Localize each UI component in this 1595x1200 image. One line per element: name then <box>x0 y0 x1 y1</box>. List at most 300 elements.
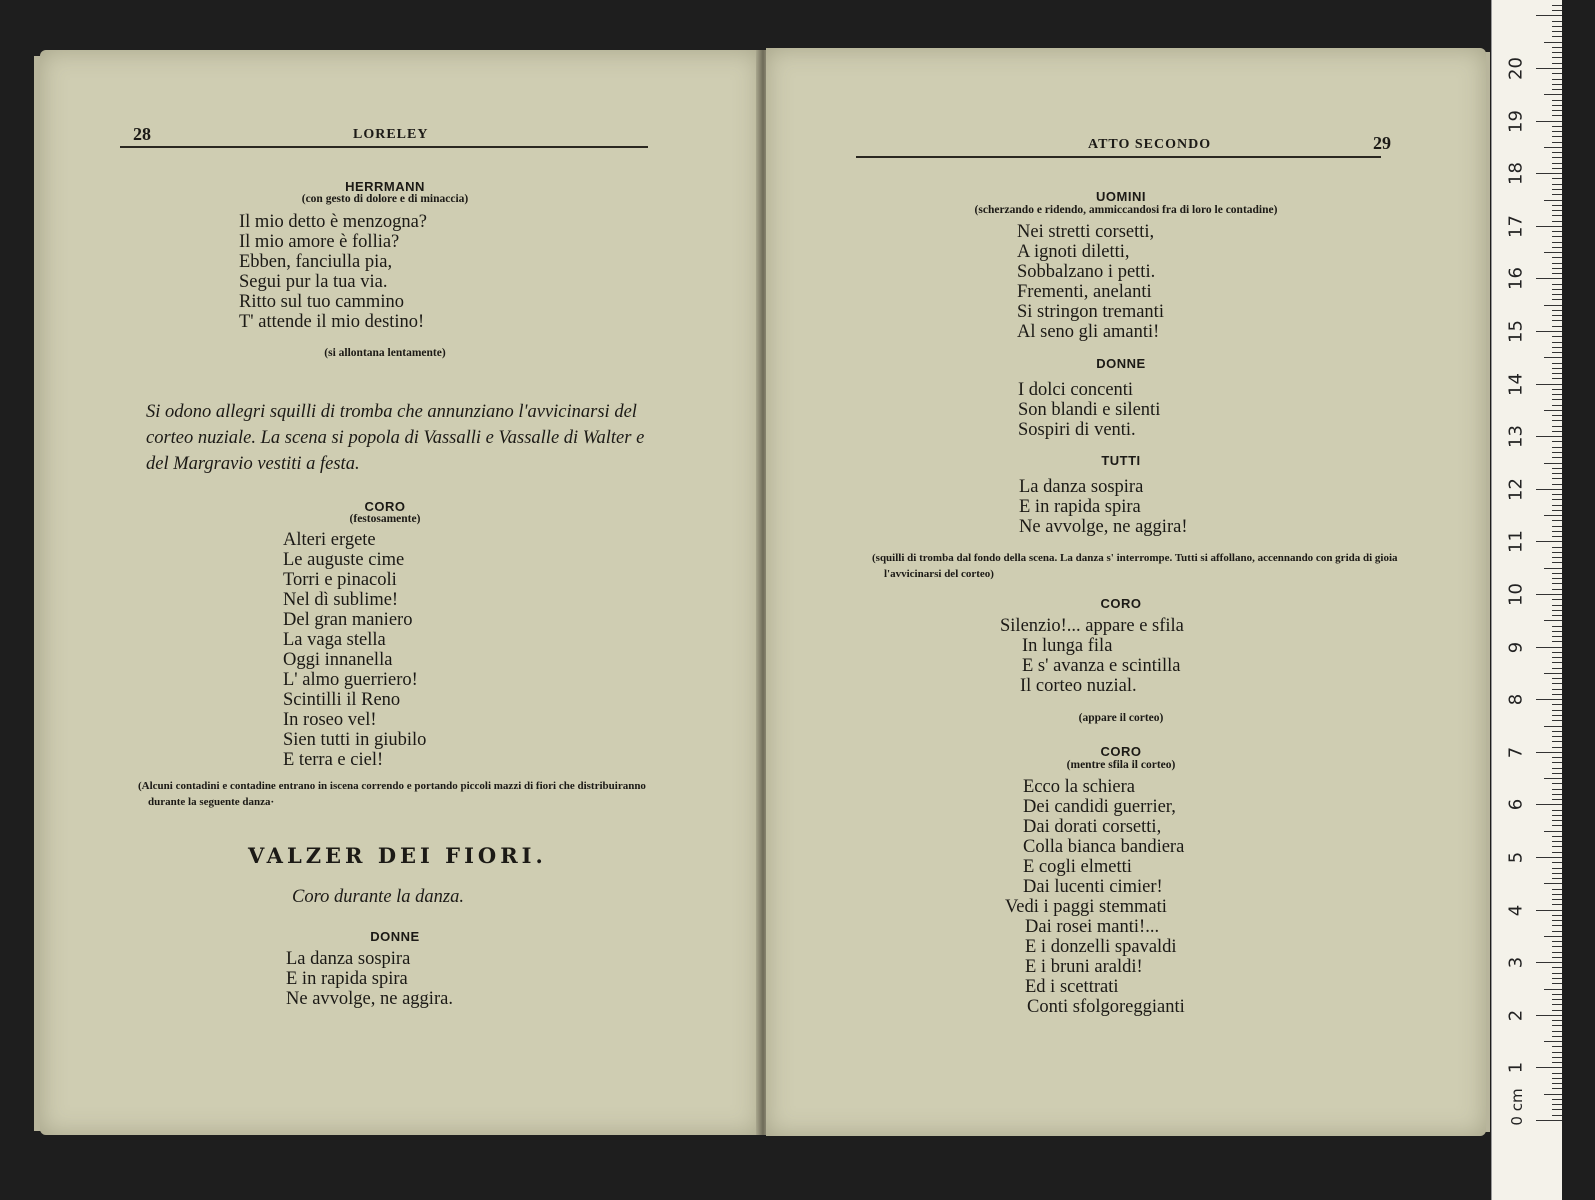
ruler-number: 18 <box>1505 162 1527 186</box>
verse-line: Il corteo nuzial. <box>1020 676 1137 696</box>
ruler-tick <box>1552 215 1562 216</box>
ruler-tick <box>1552 694 1562 695</box>
verse-line: E s' avanza e scintilla <box>1022 656 1181 676</box>
ruler-tick <box>1544 42 1562 43</box>
ruler-tick <box>1552 310 1562 311</box>
speaker-tutti: TUTTI <box>1101 453 1141 468</box>
ruler-tick <box>1552 1052 1562 1053</box>
verse-line: Nei stretti corsetti, <box>1017 222 1155 242</box>
ruler-tick <box>1552 894 1562 895</box>
ruler-tick <box>1552 399 1562 400</box>
ruler-tick <box>1552 63 1562 64</box>
ruler-tick <box>1552 841 1562 842</box>
ruler-tick <box>1552 100 1562 101</box>
ruler-tick <box>1552 657 1562 658</box>
verse-line: Scintilli il Reno <box>283 690 401 710</box>
ruler-tick <box>1544 357 1562 358</box>
ruler-number: 5 <box>1505 851 1527 864</box>
ruler-tick <box>1552 1025 1562 1026</box>
ruler-tick <box>1552 683 1562 684</box>
ruler-tick <box>1552 242 1562 243</box>
ruler-tick <box>1552 131 1562 132</box>
ruler-tick <box>1552 747 1562 748</box>
ruler-tick <box>1552 794 1562 795</box>
ruler-tick <box>1552 799 1562 800</box>
speaker-coro: CORO <box>364 499 406 514</box>
ruler-tick <box>1536 226 1562 227</box>
ruler-tick <box>1552 142 1562 143</box>
ruler-tick <box>1552 231 1562 232</box>
ruler-tick <box>1544 1041 1562 1042</box>
ruler-tick <box>1552 294 1562 295</box>
ruler-tick <box>1544 778 1562 779</box>
verse-line: Dai rosei manti!... <box>1025 917 1160 937</box>
ruler-tick <box>1552 468 1562 469</box>
verse-donne <box>286 949 453 1009</box>
ruler-tick <box>1552 494 1562 495</box>
ruler-tick <box>1552 205 1562 206</box>
ruler-tick <box>1552 21 1562 22</box>
ruler-tick <box>1552 36 1562 37</box>
ruler-tick <box>1552 1010 1562 1011</box>
verse-line: Ebben, fanciulla pia, <box>239 252 393 272</box>
ruler-tick <box>1536 121 1562 122</box>
ruler-tick <box>1552 452 1562 453</box>
verse-line: Ed i scettrati <box>1025 977 1119 997</box>
stage-direction: (mentre sfila il corteo) <box>1066 759 1176 771</box>
verse-line: Il mio detto è menzogna? <box>239 212 428 232</box>
verse-line: In roseo vel! <box>283 710 377 730</box>
ruler-tick <box>1552 731 1562 732</box>
stage-direction-small: (squilli di tromba dal fondo della scena. La danza s' interrompe. Tutti si affollano, accennando con grida di gioia l'avvicinarsi del corteo) <box>872 552 1398 580</box>
speaker-donne: DONNE <box>1096 356 1146 371</box>
ruler-tick <box>1552 363 1562 364</box>
ruler-tick <box>1552 478 1562 479</box>
ruler-tick <box>1552 973 1562 974</box>
ruler-number: 12 <box>1505 477 1527 501</box>
ruler-number: 11 <box>1505 530 1527 554</box>
ruler-tick <box>1552 157 1562 158</box>
ruler-tick <box>1536 1067 1562 1068</box>
verse-line: Al seno gli amanti! <box>1017 322 1160 342</box>
ruler-tick <box>1536 173 1562 174</box>
verse-donne <box>1018 380 1160 440</box>
ruler-tick <box>1552 768 1562 769</box>
verse-line: Le auguste cime <box>283 550 405 570</box>
ruler-tick <box>1552 983 1562 984</box>
ruler-tick <box>1552 762 1562 763</box>
ruler-tick <box>1552 152 1562 153</box>
ruler-tick <box>1552 415 1562 416</box>
ruler-tick <box>1544 1094 1562 1095</box>
ruler-tick <box>1552 10 1562 11</box>
ruler-tick <box>1552 426 1562 427</box>
verse-line: Si stringon tremanti <box>1017 302 1164 322</box>
ruler-number: 14 <box>1505 372 1527 396</box>
ruler-tick <box>1552 583 1562 584</box>
ruler-tick <box>1552 920 1562 921</box>
verse-line: Sien tutti in giubilo <box>283 730 427 750</box>
ruler-number: 7 <box>1505 746 1527 759</box>
verse-line: Ne avvolge, ne aggira. <box>286 989 453 1009</box>
ruler-tick <box>1536 962 1562 963</box>
ruler-tick <box>1552 31 1562 32</box>
stage-direction: (appare il corteo) <box>1078 712 1164 724</box>
verse-herrmann <box>239 212 427 332</box>
ruler-tick <box>1536 910 1562 911</box>
ruler-tick <box>1552 194 1562 195</box>
ruler-tick <box>1536 15 1562 16</box>
stage-direction: (festosamente) <box>349 513 421 525</box>
ruler-tick <box>1552 57 1562 58</box>
ruler-tick <box>1552 1062 1562 1063</box>
ruler-tick <box>1552 710 1562 711</box>
ruler-tick <box>1552 163 1562 164</box>
ruler-number: 9 <box>1505 641 1527 653</box>
ruler-tick <box>1552 531 1562 532</box>
ruler-tick <box>1552 783 1562 784</box>
ruler-tick <box>1552 757 1562 758</box>
ruler-tick <box>1552 299 1562 300</box>
ruler-tick <box>1552 473 1562 474</box>
stage-direction-italic: Si odono allegri squilli di tromba che annunziano l'avvicinarsi del corteo nuziale. La scena si popola di Vassalli e Vassalle di Walter e del Margravio vestiti a festa. <box>146 402 645 474</box>
ruler-tick <box>1552 257 1562 258</box>
measuring-ruler <box>1491 0 1562 1200</box>
ruler-tick <box>1552 1057 1562 1058</box>
ruler-number: 13 <box>1505 425 1527 449</box>
ruler-tick <box>1552 289 1562 290</box>
running-title: LORELEY <box>353 127 429 142</box>
verse-tutti <box>1019 477 1187 537</box>
ruler-tick <box>1552 1036 1562 1037</box>
ruler-tick <box>1552 967 1562 968</box>
ruler-tick <box>1552 52 1562 53</box>
ruler-tick <box>1552 552 1562 553</box>
verse-line: Torri e pinacoli <box>283 570 397 590</box>
ruler-tick <box>1552 110 1562 111</box>
ruler-tick <box>1552 420 1562 421</box>
verse-line: E cogli elmetti <box>1023 857 1132 877</box>
ruler-tick <box>1552 636 1562 637</box>
ruler-tick <box>1544 147 1562 148</box>
ruler-tick <box>1552 168 1562 169</box>
verse-line: Ritto sul tuo cammino <box>239 292 404 312</box>
ruler-tick <box>1552 952 1562 953</box>
verse-line: La danza sospira <box>286 949 411 969</box>
ruler-tick <box>1552 562 1562 563</box>
ruler-tick <box>1544 883 1562 884</box>
ruler-tick <box>1552 320 1562 321</box>
ruler-tick <box>1552 720 1562 721</box>
ruler-tick <box>1552 978 1562 979</box>
ruler-tick <box>1552 957 1562 958</box>
ruler-tick <box>1544 989 1562 990</box>
speaker-herrmann: HERRMANN <box>345 179 425 194</box>
ruler-tick <box>1552 931 1562 932</box>
ruler-tick <box>1552 178 1562 179</box>
ruler-tick <box>1544 252 1562 253</box>
ruler-tick <box>1552 405 1562 406</box>
verse-line: E i donzelli spavaldi <box>1025 937 1177 957</box>
ruler-tick <box>1552 736 1562 737</box>
ruler-tick <box>1552 610 1562 611</box>
ruler-tick <box>1552 878 1562 879</box>
ruler-tick <box>1552 484 1562 485</box>
verse-line: T' attende il mio destino! <box>239 312 425 332</box>
stage-direction-small: (Alcuni contadini e contadine entrano in iscena correndo e portando piccoli mazzi di fiori che distribuiranno durante la seguente danza· <box>138 780 646 808</box>
stage-direction: (si allontana lentamente) <box>324 347 446 359</box>
verse-line: Colla bianca bandiera <box>1023 837 1185 857</box>
ruler-tick <box>1552 126 1562 127</box>
section-title: VALZER DEI FIORI. <box>248 843 547 868</box>
ruler-tick <box>1552 999 1562 1000</box>
verse-line: E i bruni araldi! <box>1025 957 1143 977</box>
ruler-tick <box>1544 936 1562 937</box>
ruler-tick <box>1552 605 1562 606</box>
stage-direction: (scherzando e ridendo, ammiccandosi fra di loro le contadine) <box>974 204 1278 216</box>
verse-line: Son blandi e silenti <box>1018 400 1161 420</box>
ruler-tick <box>1552 378 1562 379</box>
ruler-tick <box>1552 889 1562 890</box>
verse-line: Dai lucenti cimier! <box>1023 877 1163 897</box>
ruler-tick <box>1552 773 1562 774</box>
verse-line: Frementi, anelanti <box>1017 282 1152 302</box>
ruler-tick <box>1536 489 1562 490</box>
verse-line: Sospiri di venti. <box>1018 420 1136 440</box>
ruler-tick <box>1552 573 1562 574</box>
ruler-tick <box>1552 447 1562 448</box>
ruler-tick <box>1552 825 1562 826</box>
ruler-tick <box>1552 184 1562 185</box>
verse-line: Ne avvolge, ne aggira! <box>1019 517 1188 537</box>
verse-line: Del gran maniero <box>283 610 413 630</box>
ruler-tick <box>1552 547 1562 548</box>
ruler-tick <box>1552 221 1562 222</box>
ruler-tick <box>1544 94 1562 95</box>
verse-line: L' almo guerriero! <box>283 670 418 690</box>
verse-line: E terra e ciel! <box>283 750 384 770</box>
ruler-tick <box>1536 699 1562 700</box>
ruler-tick <box>1552 994 1562 995</box>
ruler-tick <box>1552 263 1562 264</box>
ruler-number: 1 <box>1505 1062 1527 1074</box>
stage-direction: (con gesto di dolore e di minaccia) <box>301 193 469 205</box>
ruler-tick <box>1552 210 1562 211</box>
ruler-number: 8 <box>1505 693 1527 706</box>
verse-line: Alteri ergete <box>283 530 376 550</box>
ruler-tick <box>1552 1115 1562 1116</box>
ruler-tick <box>1552 1020 1562 1021</box>
verse-line: In lunga fila <box>1022 636 1113 656</box>
ruler-tick <box>1552 247 1562 248</box>
ruler-tick <box>1552 925 1562 926</box>
ruler-tick <box>1552 626 1562 627</box>
ruler-tick <box>1552 526 1562 527</box>
verse-line: E in rapida spira <box>1019 497 1141 517</box>
ruler-tick <box>1536 647 1562 648</box>
ruler-number: 10 <box>1505 583 1527 606</box>
ruler-tick <box>1552 846 1562 847</box>
ruler-tick <box>1552 615 1562 616</box>
ruler-tick <box>1552 836 1562 837</box>
ruler-number: 19 <box>1505 109 1527 133</box>
ruler-number: 17 <box>1505 214 1527 238</box>
ruler-number: 6 <box>1505 799 1527 811</box>
ruler-tick <box>1552 536 1562 537</box>
ruler-tick <box>1552 5 1562 6</box>
ruler-tick <box>1536 804 1562 805</box>
ruler-tick <box>1552 904 1562 905</box>
verse-uomini <box>1017 222 1164 342</box>
ruler-tick <box>1536 68 1562 69</box>
ruler-tick <box>1552 689 1562 690</box>
verse-line: Dei candidi guerrier, <box>1023 797 1176 817</box>
ruler-tick <box>1552 1004 1562 1005</box>
running-title: ATTO SECONDO <box>1088 137 1212 152</box>
verse-line: Il mio amore è follia? <box>239 232 400 252</box>
ruler-tick <box>1552 236 1562 237</box>
ruler-tick <box>1552 862 1562 863</box>
ruler-tick <box>1552 347 1562 348</box>
ruler-number: 4 <box>1505 904 1527 916</box>
ruler-tick <box>1552 678 1562 679</box>
ruler-tick <box>1544 200 1562 201</box>
ruler-number: 3 <box>1505 956 1527 969</box>
verse-line: I dolci concenti <box>1018 380 1134 400</box>
ruler-tick <box>1552 520 1562 521</box>
ruler-tick <box>1552 326 1562 327</box>
ruler-tick <box>1552 652 1562 653</box>
verse-coro <box>283 530 426 770</box>
ruler-tick <box>1552 589 1562 590</box>
ruler-tick <box>1552 1109 1562 1110</box>
verse-line: Oggi innanella <box>283 650 393 670</box>
ruler-tick <box>1552 115 1562 116</box>
ruler-tick <box>1552 84 1562 85</box>
ruler-tick <box>1552 499 1562 500</box>
ruler-tick <box>1552 899 1562 900</box>
ruler-tick <box>1552 868 1562 869</box>
verse-coro <box>1000 616 1184 696</box>
ruler-tick <box>1552 457 1562 458</box>
ruler-tick <box>1552 389 1562 390</box>
ruler-tick <box>1552 662 1562 663</box>
ruler-tick <box>1536 594 1562 595</box>
ruler-tick <box>1544 831 1562 832</box>
ruler-tick <box>1536 331 1562 332</box>
ruler-tick <box>1552 273 1562 274</box>
page-number: 29 <box>1373 133 1391 153</box>
ruler-tick <box>1552 1083 1562 1084</box>
ruler-tick <box>1536 436 1562 437</box>
ruler-tick <box>1552 852 1562 853</box>
ruler-tick <box>1552 1099 1562 1100</box>
ruler-tick <box>1552 1104 1562 1105</box>
ruler-tick <box>1552 941 1562 942</box>
ruler-tick <box>1552 431 1562 432</box>
ruler-tick <box>1544 515 1562 516</box>
header-rule <box>120 146 648 148</box>
ruler-tick <box>1552 26 1562 27</box>
ruler-tick <box>1552 557 1562 558</box>
ruler-tick <box>1536 1015 1562 1016</box>
ruler-tick <box>1536 1120 1562 1121</box>
ruler-tick <box>1544 305 1562 306</box>
verse-coro-corteo <box>1005 777 1185 1017</box>
ruler-tick <box>1552 820 1562 821</box>
ruler-tick <box>1552 789 1562 790</box>
ruler-tick <box>1544 568 1562 569</box>
ruler-tick <box>1552 1046 1562 1047</box>
ruler-tick <box>1552 89 1562 90</box>
ruler-tick <box>1552 873 1562 874</box>
ruler-number: 20 <box>1505 57 1527 80</box>
ruler-tick <box>1552 631 1562 632</box>
speaker-coro: CORO <box>1100 744 1142 759</box>
verse-line: Silenzio!... appare e sfila <box>1000 616 1184 636</box>
ruler-number: 15 <box>1505 320 1527 343</box>
ruler-tick <box>1552 441 1562 442</box>
ruler-tick <box>1552 505 1562 506</box>
ruler-tick <box>1552 284 1562 285</box>
ruler-tick <box>1536 857 1562 858</box>
header-rule <box>856 156 1381 158</box>
ruler-tick <box>1552 704 1562 705</box>
ruler-tick <box>1552 73 1562 74</box>
ruler-tick <box>1552 336 1562 337</box>
ruler-tick <box>1552 79 1562 80</box>
ruler-tick <box>1536 278 1562 279</box>
verse-line: La danza sospira <box>1019 477 1144 497</box>
ruler-tick <box>1536 752 1562 753</box>
ruler-tick <box>1552 810 1562 811</box>
ruler-tick <box>1536 384 1562 385</box>
ruler-tick <box>1552 47 1562 48</box>
ruler-tick <box>1552 1088 1562 1089</box>
ruler-tick <box>1552 741 1562 742</box>
left-page <box>40 50 760 1135</box>
ruler-tick <box>1552 641 1562 642</box>
verse-line: Vedi i paggi stemmati <box>1005 897 1167 917</box>
ruler-tick <box>1544 410 1562 411</box>
ruler-tick <box>1552 373 1562 374</box>
ruler-tick <box>1552 136 1562 137</box>
ruler-tick <box>1552 599 1562 600</box>
verse-line: Conti sfolgoreggianti <box>1027 997 1185 1017</box>
ruler-tick <box>1552 268 1562 269</box>
ruler-tick <box>1552 394 1562 395</box>
speaker-coro: CORO <box>1100 596 1142 611</box>
ruler-tick <box>1552 105 1562 106</box>
page-number: 28 <box>133 124 151 144</box>
ruler-tick <box>1552 715 1562 716</box>
ruler-tick <box>1544 463 1562 464</box>
ruler-tick <box>1536 541 1562 542</box>
ruler-tick <box>1552 189 1562 190</box>
ruler-tick <box>1552 915 1562 916</box>
ruler-tick <box>1552 815 1562 816</box>
ruler-tick <box>1552 368 1562 369</box>
speaker-donne: DONNE <box>370 929 420 944</box>
ruler-tick <box>1544 726 1562 727</box>
verse-line: E in rapida spira <box>286 969 408 989</box>
ruler-tick <box>1544 620 1562 621</box>
verse-line: Dai dorati corsetti, <box>1023 817 1162 837</box>
section-subtitle: Coro durante la danza. <box>292 887 464 907</box>
ruler-tick <box>1552 668 1562 669</box>
ruler-tick <box>1552 946 1562 947</box>
ruler-tick <box>1552 315 1562 316</box>
